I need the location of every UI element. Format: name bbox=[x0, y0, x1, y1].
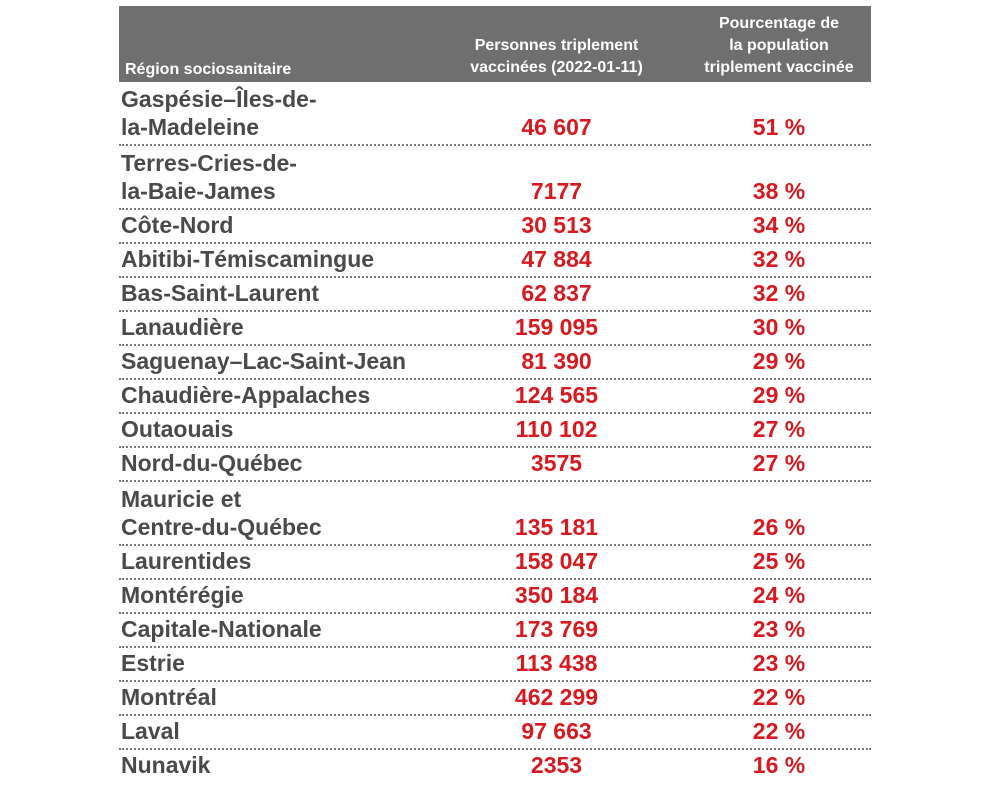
vaccinated-count: 81 390 bbox=[521, 348, 592, 374]
vaccinated-percentage: 34 % bbox=[752, 212, 806, 238]
table-row bbox=[119, 278, 871, 312]
region-name bbox=[121, 245, 374, 273]
region-name bbox=[121, 751, 210, 779]
region-name-line: Centre-du-Québec bbox=[121, 514, 322, 540]
vaccinated-count: 159 095 bbox=[514, 314, 599, 340]
region-name bbox=[121, 279, 319, 307]
region-name bbox=[121, 485, 322, 541]
table-row bbox=[119, 82, 871, 146]
region-name bbox=[121, 313, 244, 341]
vaccinated-count: 7177 bbox=[530, 178, 583, 204]
vaccinated-percentage: 23 % bbox=[752, 616, 806, 642]
region-name-line: Bas-Saint-Laurent bbox=[121, 280, 320, 306]
vaccinated-count: 110 102 bbox=[515, 416, 598, 442]
vaccinated-count: 173 769 bbox=[514, 616, 599, 642]
table-row bbox=[119, 546, 871, 580]
region-name-line: Chaudière-Appalaches bbox=[121, 382, 371, 408]
table-body bbox=[119, 82, 871, 782]
vaccinated-percentage: 24 % bbox=[752, 582, 806, 608]
table-row bbox=[119, 716, 871, 750]
vaccinated-percentage: 51 % bbox=[752, 114, 806, 140]
region-name-line: Nunavik bbox=[121, 752, 211, 778]
vaccination-table bbox=[119, 6, 871, 782]
region-name-line: Côte-Nord bbox=[121, 212, 234, 238]
vaccinated-count: 135 181 bbox=[514, 514, 599, 540]
region-name-line: Montérégie bbox=[121, 582, 244, 608]
region-name bbox=[121, 149, 297, 205]
vaccinated-count: 2353 bbox=[530, 752, 583, 778]
table-row bbox=[119, 146, 871, 210]
vaccinated-percentage: 16 % bbox=[752, 752, 806, 778]
region-name-line: Montréal bbox=[121, 684, 217, 710]
vaccinated-percentage: 29 % bbox=[752, 382, 806, 408]
region-name-line: la-Madeleine bbox=[121, 114, 260, 140]
vaccinated-percentage: 22 % bbox=[752, 684, 806, 710]
table-row bbox=[119, 244, 871, 278]
region-name-line: Laval bbox=[121, 718, 180, 744]
vaccinated-percentage: 32 % bbox=[752, 280, 806, 306]
vaccinated-count: 124 565 bbox=[514, 382, 599, 408]
vaccinated-count: 350 184 bbox=[514, 582, 599, 608]
count-column-header bbox=[449, 35, 664, 79]
region-name bbox=[121, 381, 370, 409]
vaccinated-count: 46 607 bbox=[521, 114, 592, 140]
table-row bbox=[119, 414, 871, 448]
pct-header-line: triplement vaccinée bbox=[704, 59, 854, 76]
region-name bbox=[121, 211, 233, 239]
region-name-line: Outaouais bbox=[121, 416, 234, 442]
region-name-line: Laurentides bbox=[121, 548, 252, 574]
table-row bbox=[119, 580, 871, 614]
table-row bbox=[119, 682, 871, 716]
region-name bbox=[121, 615, 322, 643]
pct-header-line: Pourcentage de bbox=[718, 15, 840, 32]
region-name bbox=[121, 717, 180, 745]
region-name bbox=[121, 85, 317, 141]
vaccinated-percentage: 27 % bbox=[752, 450, 806, 476]
vaccinated-count: 113 438 bbox=[515, 650, 598, 676]
table-row bbox=[119, 346, 871, 380]
vaccinated-count: 97 663 bbox=[521, 718, 592, 744]
vaccinated-count: 30 513 bbox=[521, 212, 592, 238]
vaccinated-percentage: 26 % bbox=[752, 514, 806, 540]
vaccinated-percentage: 27 % bbox=[752, 416, 806, 442]
table-row bbox=[119, 312, 871, 346]
region-name bbox=[121, 547, 251, 575]
table-row bbox=[119, 648, 871, 682]
region-name bbox=[121, 347, 406, 375]
vaccinated-count: 158 047 bbox=[514, 548, 599, 574]
region-name-line: Lanaudière bbox=[121, 314, 244, 340]
region-name bbox=[121, 683, 217, 711]
region-name bbox=[121, 649, 185, 677]
region-name-line: Saguenay–Lac-Saint-Jean bbox=[121, 348, 407, 374]
region-name-line: Abitibi-Témiscamingue bbox=[121, 246, 375, 272]
table-row bbox=[119, 750, 871, 782]
region-name-line: Capitale-Nationale bbox=[121, 616, 322, 642]
vaccinated-count: 47 884 bbox=[521, 246, 592, 272]
region-name bbox=[121, 581, 244, 609]
count-header-line: vaccinées (2022-01-11) bbox=[470, 59, 643, 76]
table-row bbox=[119, 614, 871, 648]
table-header bbox=[119, 6, 871, 82]
region-name-line: Mauricie et bbox=[121, 486, 242, 512]
region-name-line: la-Baie-James bbox=[121, 178, 276, 204]
region-name-line: Gaspésie–Îles-de- bbox=[121, 86, 317, 112]
region-name bbox=[121, 449, 302, 477]
count-header-line: Personnes triplement bbox=[474, 37, 639, 54]
table-row bbox=[119, 482, 871, 546]
region-column-header: Région sociosanitaire bbox=[125, 61, 292, 78]
region-name-line: Nord-du-Québec bbox=[121, 450, 303, 476]
vaccinated-percentage: 23 % bbox=[752, 650, 806, 676]
vaccinated-count: 3575 bbox=[530, 450, 583, 476]
vaccinated-percentage: 38 % bbox=[752, 178, 806, 204]
vaccinated-percentage: 30 % bbox=[752, 314, 806, 340]
table-row bbox=[119, 380, 871, 414]
region-name bbox=[121, 415, 233, 443]
vaccinated-percentage: 29 % bbox=[752, 348, 806, 374]
table-row bbox=[119, 448, 871, 482]
vaccinated-percentage: 32 % bbox=[752, 246, 806, 272]
vaccinated-percentage: 25 % bbox=[752, 548, 806, 574]
pct-header-line: la population bbox=[729, 37, 829, 54]
table-row bbox=[119, 210, 871, 244]
vaccinated-percentage: 22 % bbox=[752, 718, 806, 744]
percentage-column-header bbox=[694, 13, 864, 79]
vaccinated-count: 462 299 bbox=[514, 684, 599, 710]
region-name-line: Terres-Cries-de- bbox=[121, 150, 297, 176]
vaccinated-count: 62 837 bbox=[521, 280, 592, 306]
region-name-line: Estrie bbox=[121, 650, 185, 676]
